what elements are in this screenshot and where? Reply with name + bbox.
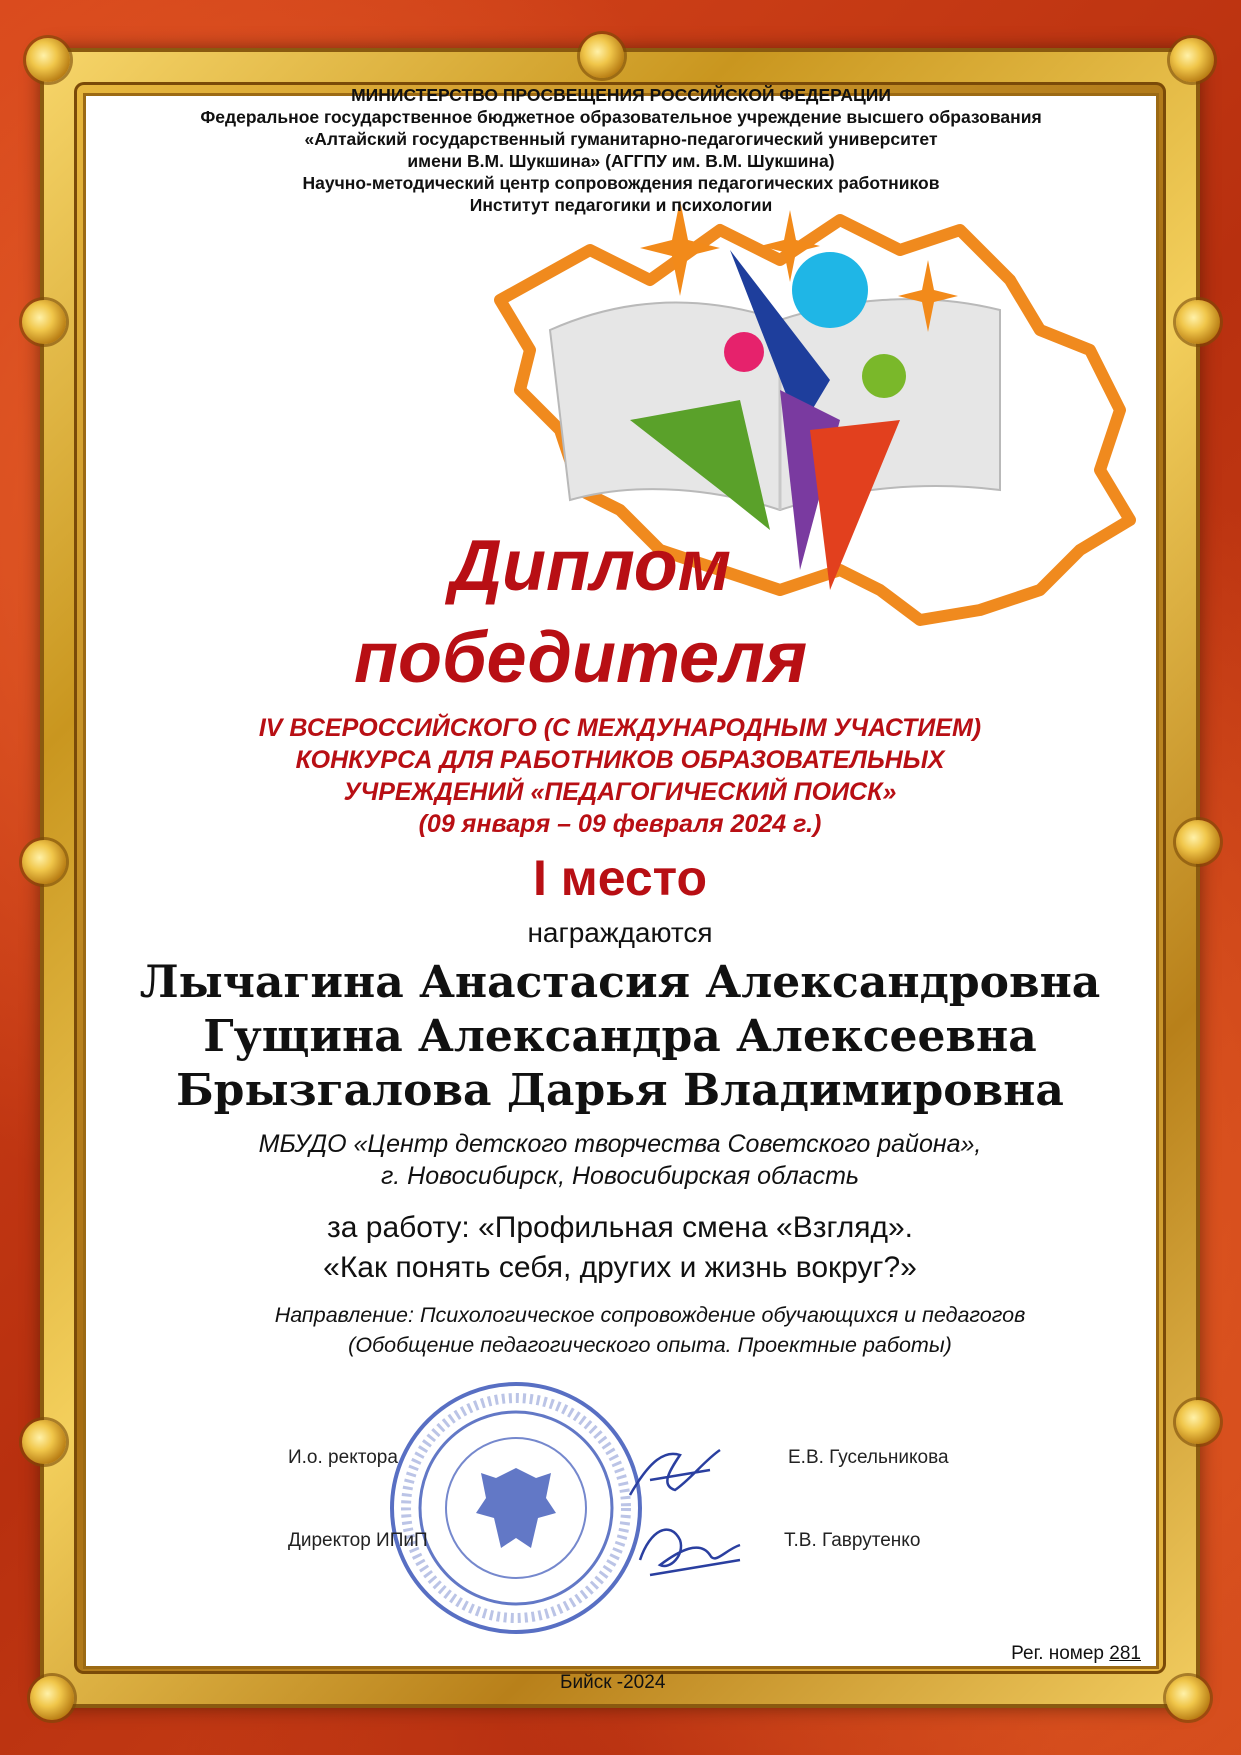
figure-head-cyan-icon [792, 252, 868, 328]
contest-line: IV ВСЕРОССИЙСКОГО (С МЕЖДУНАРОДНЫМ УЧАСТИЕМ) [258, 714, 982, 742]
organization-line: г. Новосибирск, Новосибирская область [380, 1162, 860, 1190]
official-stamp [386, 1378, 646, 1638]
rector-signature [620, 1440, 730, 1510]
organization-line: МБУДО «Центр детского творчества Советского района», [258, 1130, 982, 1158]
work-line: «Как понять себя, других и жизнь вокруг?» [323, 1251, 917, 1284]
diploma-title-line1: Диплом [450, 526, 732, 606]
frame-rose-icon [22, 300, 66, 344]
direction-line: (Обобщение педагогического опыта. Проектные работы) [348, 1333, 952, 1357]
header-line: Институт педагогики и психологии [469, 195, 773, 215]
direction-line: Направление: Психологическое сопровождение обучающихся и педагогов [274, 1303, 1026, 1327]
header-line: имени В.М. Шукшина» (АГГПУ им. В.М. Шукшина) [407, 151, 835, 171]
header-line: «Алтайский государственный гуманитарно-педагогический университет [304, 129, 938, 149]
frame-rose-icon [1170, 38, 1214, 82]
contest-line: УЧРЕЖДЕНИЙ «ПЕДАГОГИЧЕСКИЙ ПОИСК» [343, 778, 897, 806]
frame-rose-icon [26, 38, 70, 82]
rector-name: Е.В. Гусельникова [788, 1447, 949, 1468]
awardee-name: Брызгалова Дарья Владимировна [176, 1065, 1064, 1116]
city-year: Бийск -2024 [560, 1672, 666, 1693]
frame-rose-icon [22, 840, 66, 884]
frame-rose-icon [30, 1676, 74, 1720]
header-line: Федеральное государственное бюджетное образовательное учреждение высшего образования [200, 107, 1042, 127]
frame-rose-icon [1166, 1676, 1210, 1720]
figure-head-green-icon [862, 354, 906, 398]
registration-value: 281 [1109, 1643, 1141, 1664]
header-line: Научно-методический центр сопровождения педагогических работников [302, 173, 940, 193]
direction [120, 1300, 1180, 1360]
frame-rose-icon [580, 34, 624, 78]
awardee-names [100, 956, 1140, 1118]
work-title [100, 1208, 1140, 1288]
coat-of-arms-icon [476, 1468, 556, 1548]
place-award: I место [532, 850, 708, 906]
awardee-name: Гущина Александра Алексеевна [203, 1011, 1037, 1062]
frame-rose-icon [1176, 820, 1220, 864]
frame-rose-icon [1176, 1400, 1220, 1444]
contest-dates: (09 января – 09 февраля 2024 г.) [418, 810, 822, 838]
contest-description [120, 712, 1120, 840]
contest-line: КОНКУРСА ДЛЯ РАБОТНИКОВ ОБРАЗОВАТЕЛЬНЫХ [295, 746, 945, 774]
figure-red-shape [810, 420, 900, 590]
frame-rose-icon [22, 1420, 66, 1464]
awarded-label: награждаются [527, 917, 713, 948]
director-name: Т.В. Гаврутенко [784, 1530, 921, 1551]
director-signature [630, 1510, 750, 1590]
registration-number [1011, 1643, 1141, 1665]
awardee-name: Лычагина Анастасия Александровна [139, 957, 1101, 1008]
frame-rose-icon [1176, 300, 1220, 344]
issuer-header [86, 84, 1156, 216]
rector-title: И.о. ректора [288, 1447, 398, 1468]
director-title: Директор ИПиП [288, 1530, 428, 1551]
diploma-title-line2: победителя [354, 618, 808, 698]
figure-head-pink-icon [724, 332, 764, 372]
header-line: МИНИСТЕРСТВО ПРОСВЕЩЕНИЯ РОССИЙСКОЙ ФЕДЕРАЦИИ [351, 85, 891, 105]
organization [100, 1128, 1140, 1192]
work-line: за работу: «Профильная смена «Взгляд». [326, 1211, 914, 1244]
registration-label: Рег. номер [1011, 1643, 1105, 1664]
